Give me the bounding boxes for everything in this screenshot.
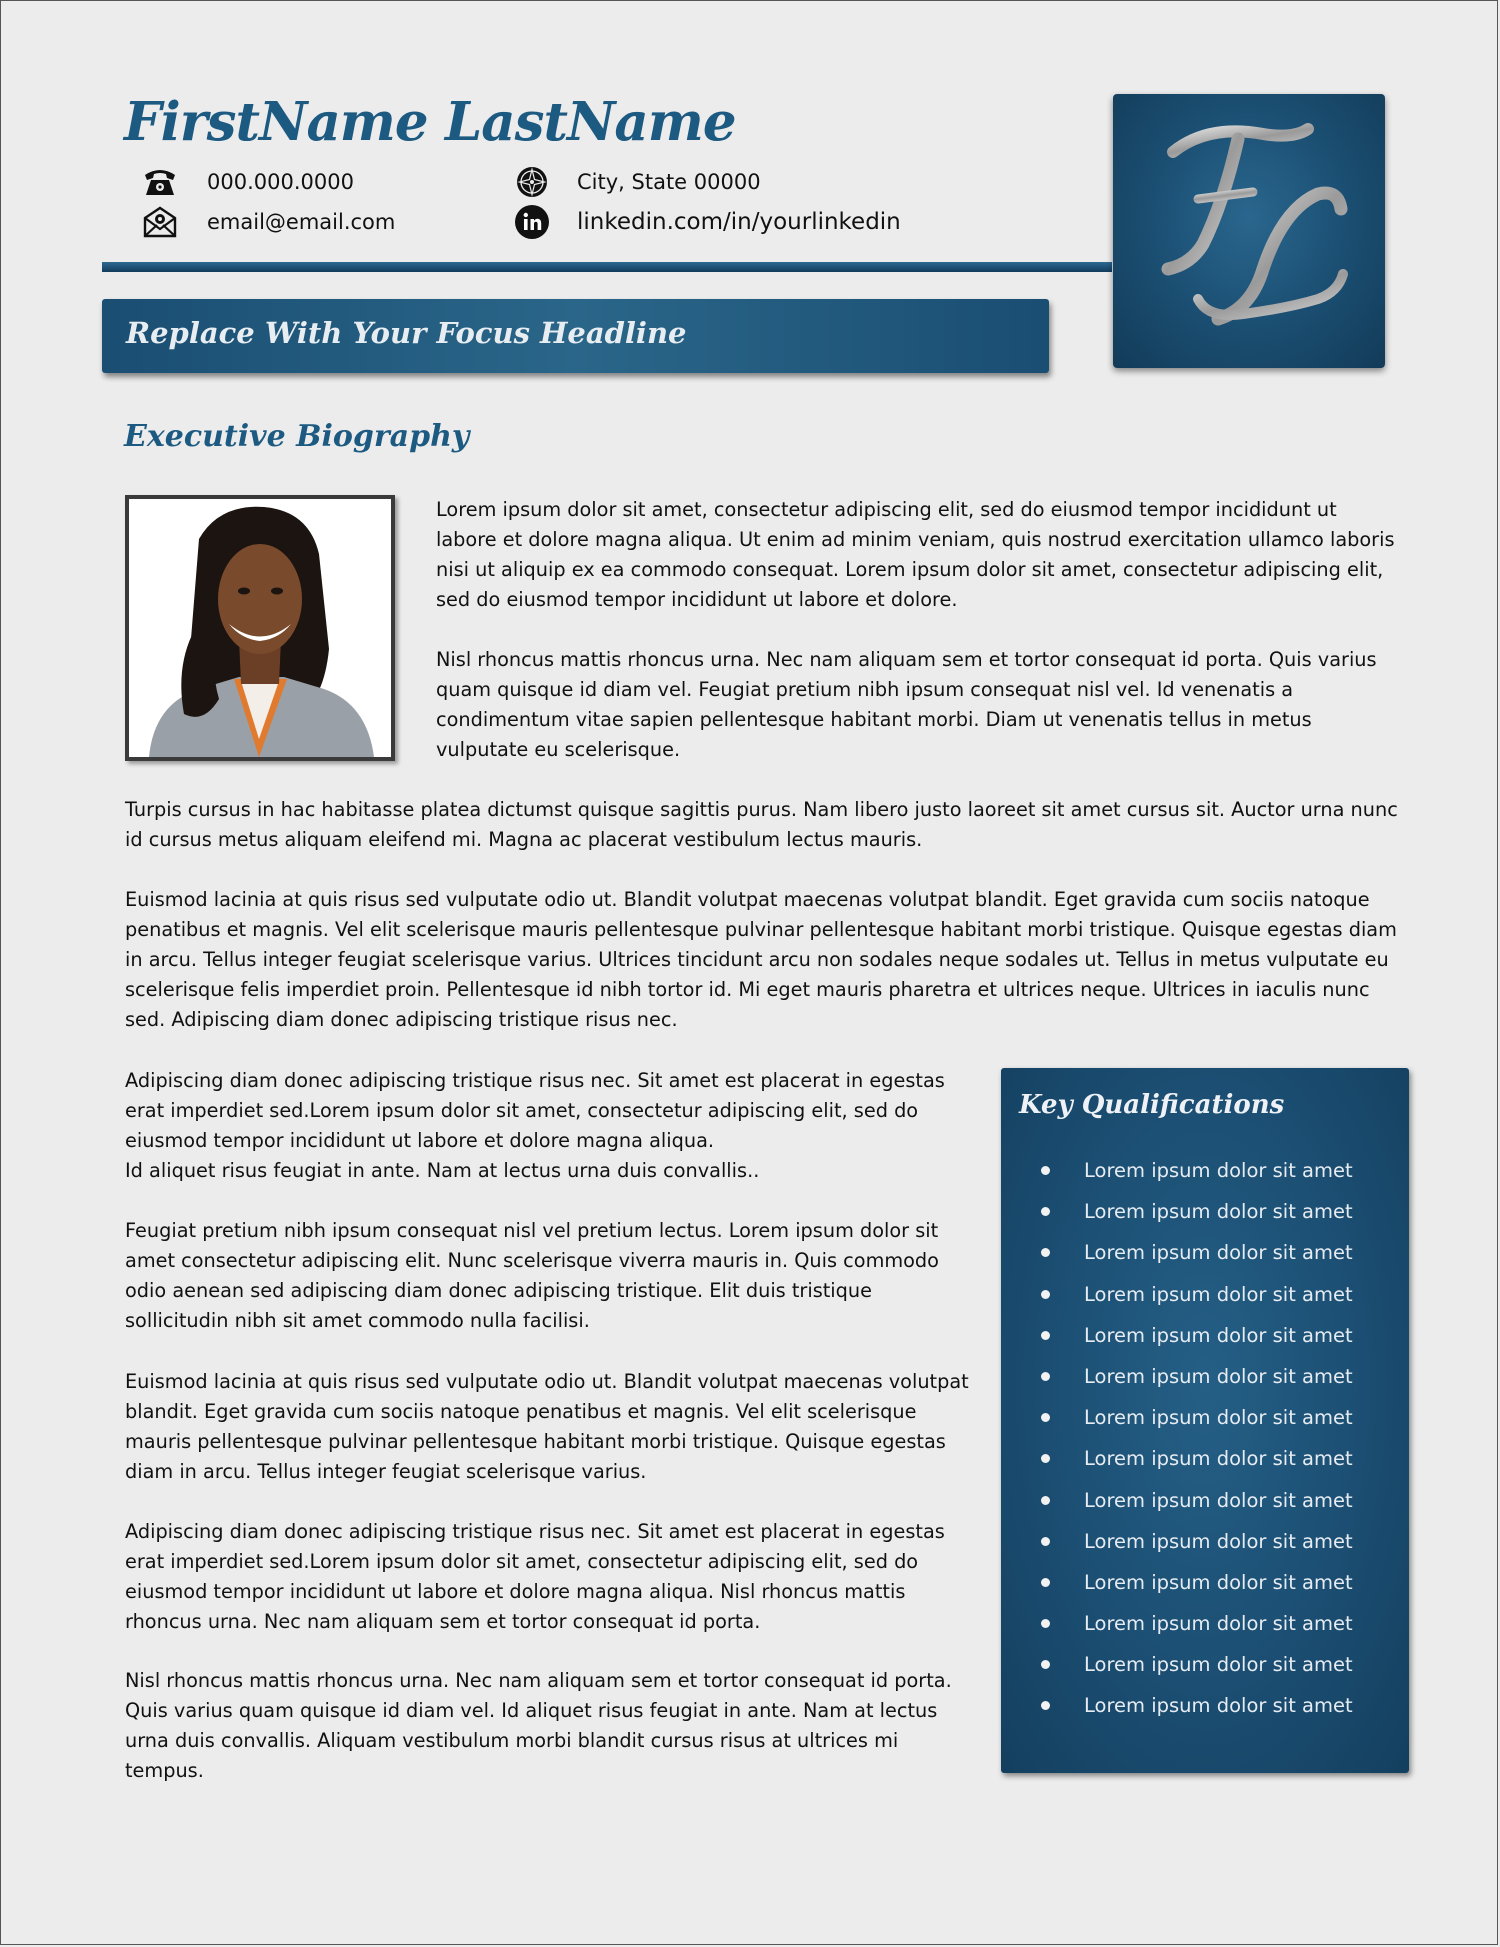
- candidate-name: FirstName LastName: [124, 91, 736, 153]
- compass-icon: [513, 163, 551, 201]
- bio-paragraph: Nisl rhoncus mattis rhoncus urna. Nec nam aliquam sem et tortor consequat id porta. Quis varius quam quisque id diam vel. Id aliquet risus feugiat in ante. Nam at lectus urna duis convallis. Aliquam vestibulum morbi blandit cursus risus at ultrices mi tempus.: [125, 1669, 952, 1782]
- contact-phone: [141, 163, 354, 201]
- qualification-item: Lorem ipsum dolor sit amet: [1001, 1405, 1409, 1446]
- qualification-item: Lorem ipsum dolor sit amet: [1001, 1446, 1409, 1487]
- bio-paragraph: Lorem ipsum dolor sit amet, consectetur adipiscing elit, sed do eiusmod tempor incididunt ut labore et dolore magna aliqua. Ut enim ad minim veniam, quis nostrud exercitation ullamco laboris nisi ut aliquip ex ea commodo consequat. Lorem ipsum dolor sit amet, consectetur adipiscing elit, sed do eiusmod tempor incididunt ut labore et dolore.: [436, 498, 1395, 611]
- bio-paragraph: Feugiat pretium nibh ipsum consequat nisl vel pretium lectus. Lorem ipsum dolor sit amet consectetur adipiscing elit. Nunc scelerisque viverra mauris in. Quis commodo odio aenean sed adipiscing diam donec adipiscing tristique. Elit duis tristique sollicitudin nibh sit amet commodo nulla facilisi.: [125, 1219, 939, 1332]
- qualification-item: Lorem ipsum dolor sit amet: [1001, 1570, 1409, 1611]
- qualification-item: Lorem ipsum dolor sit amet: [1001, 1364, 1409, 1405]
- qualification-item: Lorem ipsum dolor sit amet: [1001, 1158, 1409, 1199]
- phone-number[interactable]: 000.000.0000: [207, 170, 354, 194]
- qualification-item: Lorem ipsum dolor sit amet: [1001, 1240, 1409, 1281]
- qualification-item: Lorem ipsum dolor sit amet: [1001, 1282, 1409, 1323]
- portrait-illustration: [129, 499, 391, 757]
- qualification-item: Lorem ipsum dolor sit amet: [1001, 1323, 1409, 1364]
- bio-paragraph: Turpis cursus in hac habitasse platea dictumst quisque sagittis purus. Nam libero justo laoreet sit amet cursus sit. Auctor urna nunc id cursus metus aliquam eleifend mi. Magna ac placerat vestibulum lectus mauris.: [125, 798, 1398, 851]
- monogram-logo: [1113, 94, 1385, 368]
- mail-icon: [141, 203, 179, 241]
- profile-photo: [125, 495, 395, 761]
- location: City, State 00000: [577, 170, 761, 194]
- email-address[interactable]: email@email.com: [207, 210, 396, 234]
- qualification-item: Lorem ipsum dolor sit amet: [1001, 1529, 1409, 1570]
- focus-headline: Replace With Your Focus Headline: [126, 316, 687, 350]
- key-qualifications-panel: [1001, 1068, 1409, 1773]
- focus-headline-banner: [102, 299, 1049, 373]
- qualifications-title: Key Qualifications: [1019, 1090, 1285, 1120]
- biography-title: Executive Biography: [124, 419, 470, 454]
- monogram-letters: [1113, 94, 1385, 368]
- phone-icon: [141, 163, 179, 201]
- bio-paragraph: Nisl rhoncus mattis rhoncus urna. Nec nam aliquam sem et tortor consequat id porta. Quis varius quam quisque id diam vel. Feugiat pretium nibh ipsum consequat nisl vel. Id venenatis a condimentum vitae sapien pellentesque habitant morbi. Diam ut venenatis tellus in metus vulputate eu scelerisque.: [436, 648, 1377, 761]
- qualification-item: Lorem ipsum dolor sit amet: [1001, 1488, 1409, 1529]
- bio-paragraph: Adipiscing diam donec adipiscing tristique risus nec. Sit amet est placerat in egestas erat imperdiet sed.Lorem ipsum dolor sit amet, consectetur adipiscing elit, sed do eiusmod tempor incididunt ut labore et dolore magna aliqua. Nisl rhoncus mattis rhoncus urna. Nec nam aliquam sem et tortor consequat id porta.: [125, 1520, 945, 1633]
- linkedin-url[interactable]: linkedin.com/in/yourlinkedin: [577, 209, 901, 235]
- contact-linkedin: [513, 203, 901, 241]
- header-rule: [102, 262, 1112, 272]
- qualification-item: Lorem ipsum dolor sit amet: [1001, 1611, 1409, 1652]
- bio-paragraph: Adipiscing diam donec adipiscing tristique risus nec. Sit amet est placerat in egestas erat imperdiet sed.Lorem ipsum dolor sit amet, consectetur adipiscing elit, sed do eiusmod tempor incididunt ut labore et dolore magna aliqua. Id aliquet risus feugiat in ante. Nam at lectus urna duis convallis..: [125, 1069, 945, 1182]
- bio-paragraph: Euismod lacinia at quis risus sed vulputate odio ut. Blandit volutpat maecenas volutpat blandit. Eget gravida cum sociis natoque penatibus et magnis. Vel elit scelerisque mauris pellentesque pulvinar pellentesque habitant morbi tristique. Quisque egestas diam in arcu. Tellus integer feugiat scelerisque varius. Ultrices tincidunt arcu non sodales neque sodales ut. Tellus in metus vulputate eu scelerisque felis imperdiet proin. Pellentesque id nibh tortor id. Mi eget mauris pharetra et ultrices neque. Ultrices in iaculis nunc sed. Adipiscing diam donec adipiscing tristique risus nec.: [125, 888, 1397, 1031]
- qualification-item: Lorem ipsum dolor sit amet: [1001, 1652, 1409, 1693]
- qualification-item: Lorem ipsum dolor sit amet: [1001, 1199, 1409, 1240]
- bio-paragraph: Euismod lacinia at quis risus sed vulputate odio ut. Blandit volutpat maecenas volutpat blandit. Eget gravida cum sociis natoque penatibus et magnis. Vel elit scelerisque mauris pellentesque pulvinar pellentesque habitant morbi tristique. Quisque egestas diam in arcu. Tellus integer feugiat scelerisque varius.: [125, 1370, 969, 1483]
- qualifications-list: [1001, 1158, 1409, 1735]
- contact-email: [141, 203, 395, 241]
- qualification-item: Lorem ipsum dolor sit amet: [1001, 1693, 1409, 1734]
- contact-location: [513, 163, 761, 201]
- linkedin-icon: [513, 203, 551, 241]
